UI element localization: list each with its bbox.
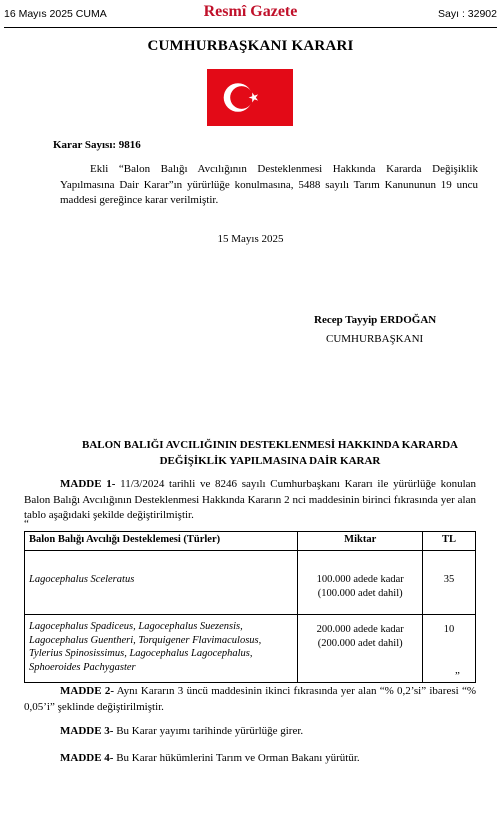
quote-open-mark: “: [24, 518, 29, 530]
signatory-name: Recep Tayyip ERDOĞAN: [314, 314, 437, 326]
tl-cell: 10: [423, 615, 476, 683]
amount-line2: (100.000 adet dahil): [317, 587, 403, 599]
article-1-text: 11/3/2024 tarihli ve 8246 sayılı Cumhurbaşkanı Kararı ile yürürlüğe konulan Balon Balığı Avcılığının Desteklenmesi Hakkında Kararın 2 nci maddesinin birinci fıkrasında yer alan tablo aşağıdaki şekilde değiştirilmiştir.: [24, 478, 477, 521]
header-date: 16 Mayıs 2025 CUMA: [4, 8, 107, 20]
article-2-text: Aynı Kararın 3 üncü maddesinin ikinci fıkrasında yer alan “% 0,2’si” ibaresi “% 0,05’i” şeklinde değiştirilmiştir.: [24, 685, 476, 713]
article-4-text: Bu Karar hükümlerini Tarım ve Orman Bakanı yürütür.: [113, 752, 360, 764]
annex-title-line2: DEĞİŞİKLİK YAPILMASINA DAİR KARAR: [159, 455, 381, 467]
table-header-row: [25, 532, 476, 551]
article-3-text: Bu Karar yayımı tarihinde yürürlüğe girer.: [113, 725, 304, 737]
amount-line2: (200.000 adet dahil): [317, 637, 403, 649]
decree-intro: [60, 162, 478, 209]
header-issue: Sayı : 32902: [438, 8, 497, 20]
intro-text: Ekli “Balon Balığı Avcılığının Desteklenmesi Hakkında Kararda Değişiklik Yapılmasına Dair Karar”ın yürürlüğe konulmasına, 5488 sayılı Tarım Kanununun 19 uncu maddesi gereğince karar verilmiştir.: [60, 163, 478, 206]
table-header-species: Balon Balığı Avcılığı Desteklemesi (Türler): [25, 532, 298, 551]
turkish-flag-icon: [207, 69, 293, 126]
species-cell: Lagocephalus Spadiceus, Lagocephalus Suezensis, Lagocephalus Guentheri, Torquigener Flavimaculosus, Tylerius Spinosissimus, Lagocephalus Lagocephalus, Sphoeroides Pachygaster: [25, 615, 298, 683]
annex-title: [40, 437, 500, 469]
article-3-label: MADDE 3-: [60, 725, 114, 737]
table-row: [25, 551, 476, 615]
gazette-title: Resmî Gazete: [203, 3, 298, 20]
amount-line1: 100.000 adede kadar: [316, 574, 404, 585]
amount-line1: 200.000 adede kadar: [316, 624, 404, 635]
species-cell: Lagocephalus Sceleratus: [25, 551, 298, 615]
amount-cell: [298, 551, 423, 615]
tl-cell: 35: [423, 551, 476, 615]
decree-number: Karar Sayısı: 9816: [53, 139, 141, 151]
header-rule: [4, 27, 497, 28]
article-4-label: MADDE 4-: [60, 752, 114, 764]
decree-date: 15 Mayıs 2025: [217, 233, 284, 245]
annex-title-line1: BALON BALIĞI AVCILIĞININ DESTEKLENMESİ HAKKINDA KARARDA: [81, 439, 458, 451]
article-1-label: MADDE 1-: [60, 478, 116, 490]
gazette-header: [0, 3, 501, 25]
signatory-title: CUMHURBAŞKANI: [326, 333, 424, 345]
article-2: [24, 684, 476, 715]
table-header-tl: TL: [423, 532, 476, 551]
support-table: [24, 531, 476, 683]
article-3: [24, 724, 476, 740]
decree-heading: CUMHURBAŞKANI KARARI: [147, 38, 354, 54]
amount-cell: [298, 615, 423, 683]
quote-close-mark: ”: [455, 670, 460, 682]
article-4: [24, 751, 476, 767]
table-row: [25, 615, 476, 683]
table-header-amount: Miktar: [298, 532, 423, 551]
article-1: [24, 477, 476, 524]
article-2-label: MADDE 2-: [60, 685, 114, 697]
